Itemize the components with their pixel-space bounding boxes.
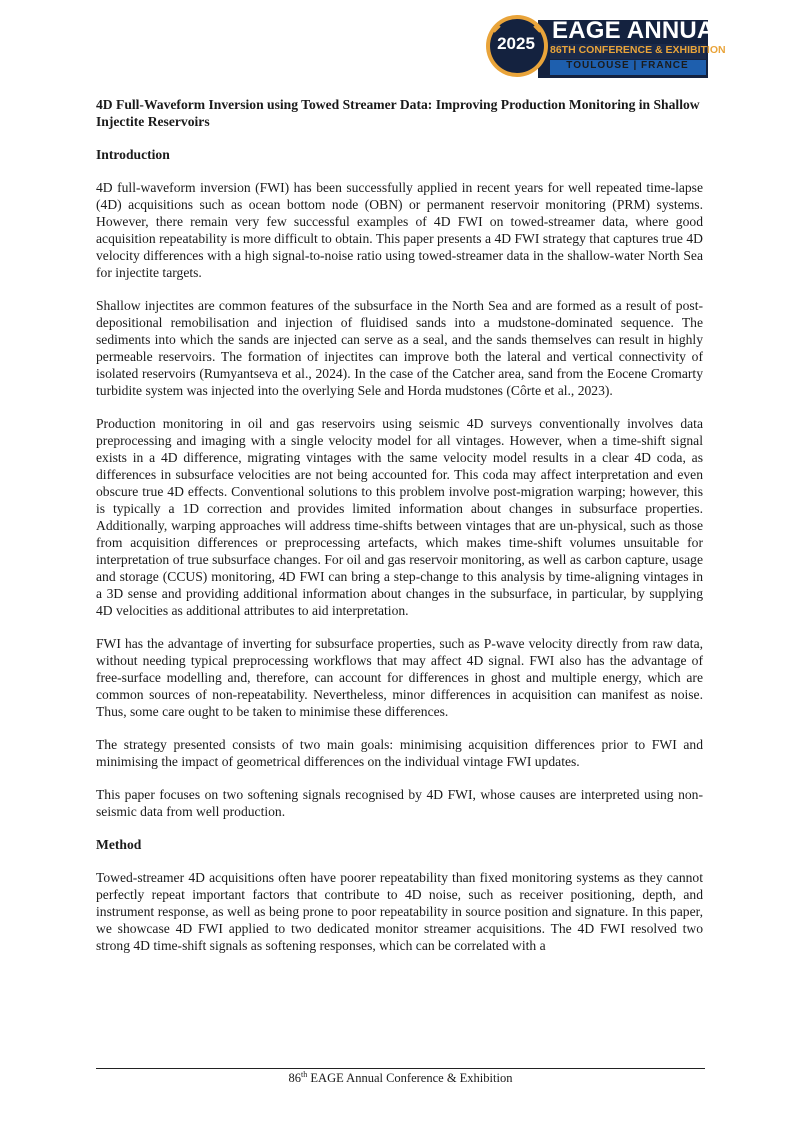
section-heading-method: Method: [96, 837, 142, 852]
footer-number: 86: [288, 1071, 302, 1085]
paper-title: 4D Full-Waveform Inversion using Towed Streamer Data: Improving Production Monitoring in Shallow Injectite Reservoirs: [96, 97, 700, 129]
footer-divider: [96, 1068, 705, 1069]
page-footer: [96, 1071, 705, 1086]
method-paragraph-1: Towed-streamer 4D acquisitions often have poorer repeatability than fixed monitoring systems as they cannot perfectly repeat important factors that contribute to 4D noise, such as receiver positioning, depth, and instrument response, as well as being prone to poor repeatability in source position and signature. In this paper, we showcase 4D FWI applied to two dedicated monitor streamer acquisitions. The 4D FWI resolved two strong 4D time-shift signals as softening responses, which can be correlated with a: [96, 870, 703, 953]
paper-content: [96, 96, 703, 970]
eage-logo: [484, 14, 730, 78]
footer-ordinal: th: [301, 1069, 308, 1079]
section-heading-introduction: Introduction: [96, 147, 170, 162]
footer-text: EAGE Annual Conference & Exhibition: [307, 1071, 513, 1085]
intro-paragraph-2: Shallow injectites are common features of the subsurface in the North Sea and are formed as a result of post-depositional remobilisation and injection of fluidised sands into a mudstone-dominated sequence. The sediments into which the sands are injected can serve as a seal, and the sands themselves can result in highly permeable reservoirs. The formation of injectites can improve both the lateral and vertical connectivity of isolated reservoirs (Rumyantseva et al., 2024). In the case of the Catcher area, sand from the Eocene Cromarty turbidite system was injected into the overlying Sele and Horda mudstones (Côrte et al., 2023).: [96, 298, 703, 398]
intro-paragraph-6: This paper focuses on two softening signals recognised by 4D FWI, whose causes are interpreted using non-seismic data from well production.: [96, 787, 703, 819]
intro-paragraph-3: Production monitoring in oil and gas reservoirs using seismic 4D surveys conventionally involves data preprocessing and imaging with a single velocity model for all vintages. However, when a time-shift signal exists in a 4D difference, migrating vintages with the same velocity model results in a clear 4D coda, as differences in subsurface velocities are not being accounted for. This coda may affect interpretation and even obscure true 4D effects. Conventional solutions to this problem involve post-migration warping; however, this is typically a 1D correction and provides limited information about changes in subsurface properties. Additionally, warping approaches will address time-shifts between vintages that are un-physical, such as those from acquisition differences or preprocessing artefacts, which makes time-shift volumes unsuitable for interpretation of true subsurface changes. For oil and gas reservoir monitoring, as well as carbon capture, usage and storage (CCUS) monitoring, 4D FWI can bring a step-change to this analysis by time-aligning vintages in a 3D sense and providing additional information about changes in the subsurface, in particular, by supplying 4D velocities as additional attributes to aid interpretation.: [96, 416, 703, 618]
logo-brand: EAGE ANNUAL: [552, 17, 730, 44]
intro-paragraph-5: The strategy presented consists of two main goals: minimising acquisition differences prior to FWI and minimising the impact of geometrical differences on the individual vintage FWI updates.: [96, 737, 703, 769]
logo-year: 2025: [497, 34, 535, 53]
intro-paragraph-1: 4D full-waveform inversion (FWI) has been successfully applied in recent years for well repeated time-lapse (4D) acquisitions such as ocean bottom node (OBN) or permanent reservoir monitoring (PRM) systems. However, there remain very few successful examples of 4D FWI on towed-streamer data, where good acquisition repeatability is more difficult to obtain. This paper presents a 4D FWI strategy that captures true 4D velocity differences with a high signal-to-noise ratio using towed-streamer data in the shallow-water North Sea for injectite targets.: [96, 180, 703, 280]
intro-paragraph-4: FWI has the advantage of inverting for subsurface properties, such as P-wave velocity directly from raw data, without needing typical preprocessing workflows that may affect 4D signal. FWI also has the advantage of free-surface modelling and, therefore, can account for differences in ghost and multiple energy, which are common sources of non-repeatability. Nevertheless, minor differences in acquisition can manifest as noise. Thus, some care ought to be taken to minimise these differences.: [96, 636, 703, 719]
logo-location: TOULOUSE | FRANCE: [566, 60, 689, 71]
logo-conference: 86TH CONFERENCE & EXHIBITION: [550, 44, 726, 56]
